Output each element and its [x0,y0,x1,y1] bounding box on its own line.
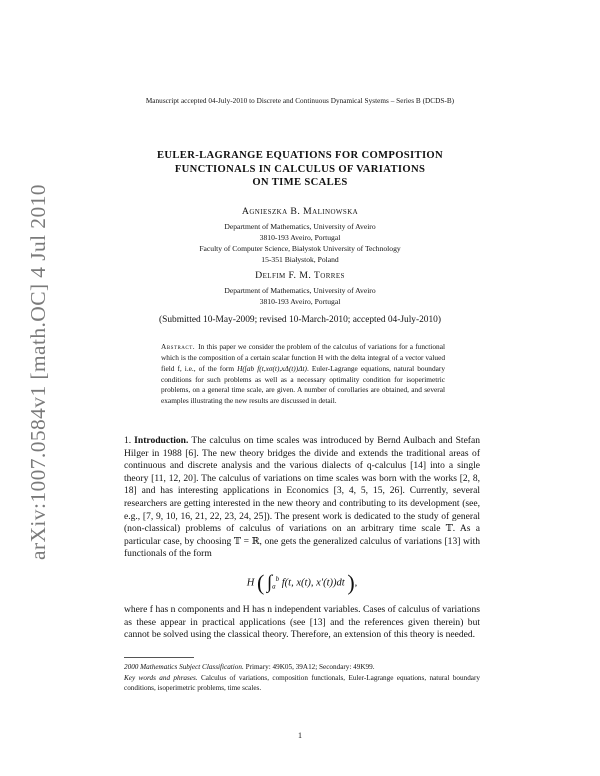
introduction-continuation [124,604,480,642]
author-2-name: Delfim F. M. Torres [255,270,345,281]
abstract-label: Abstract. [161,342,196,351]
author-1-affiliation-4: 15-351 Białystok, Poland [261,255,339,264]
formula-close-paren: ) [347,570,355,595]
submission-dates: (Submitted 10-May-2009; revised 10-March-2010; accepted 04-July-2010) [159,315,441,325]
author-2-affiliation-1: Department of Mathematics, University of Aveiro [224,286,376,295]
abstract-text-2: . Euler-Lagrange equations, natural boundary conditions for such problems as well as a necessary optimality condition for isoperimetric problems, on a general time scale, are given. A number of corollaries are obtained, and several examples illustrating the new results are discussed in detail. [161,363,445,406]
title-line-3: ON TIME SCALES [252,177,348,188]
formula-lower-limit: a [272,582,276,591]
title-line-1: EULER-LAGRANGE EQUATIONS FOR COMPOSITION [156,150,444,161]
display-formula [124,570,480,596]
formula-open-paren: ( [256,570,265,595]
abstract-text-1: In this paper we consider the problem of the calculus of variations for a functional which is the composition of a certain scalar function H with the delta integral of a vector valued field f, i.e., of the form [161,342,445,373]
footnote-keywords [124,673,480,693]
section-number: 1. [124,435,132,446]
author-1-name: Agnieszka B. Malinowska [241,206,359,217]
abstract [161,342,445,407]
footnote-msc-label: 2000 Mathematics Subject Classification. [124,663,244,671]
formula-upper-limit: b [275,574,280,583]
footnote-keywords-text: Calculus of variations, composition functionals, Euler-Lagrange equations, natural boundary conditions, isoperimetric problems, time scales. [124,674,480,692]
formula-integrand: f(t, x(t), x′(t))dt [281,577,345,589]
footnote-msc [124,662,480,672]
footnote-msc-text: Primary: 49K05, 39A12; Secondary: 49K99. [245,663,375,671]
arxiv-stamp: arXiv:1007.0584v1 [math.OC] 4 Jul 2010 [26,184,50,560]
author-1-affiliation-2: 3810-193 Aveiro, Portugal [259,233,341,242]
formula-outer: H [246,577,255,589]
introduction-text-1: The calculus on time scales was introduced by Bernd Aulbach and Stefan Hilger in 1988 [6]. The new theory bridges the divide and extends the traditional areas of continuous and discrete analysis and the various dialects of q-calculus [14] into a single theory [11, 12, 20]. The calculus of variations on time scales was born with the works [2, 8, 18] and has interesting applications in Economics [3, 4, 5, 15, 26]. Currently, several researchers are getting interested in the new theory and contributing to its development (see, e.g., [7, 9, 10, 16, 21, 22, 23, 24, 25]). The present work is dedicated to the study of general (non-classical) problems of calculus of variations on an arbitrary time scale 𝕋. As a particular case, by choosing 𝕋 = ℝ, one gets the generalized calculus of variations [13] with functionals of the form [124,435,480,560]
formula-trailing: , [354,577,358,589]
footnote-rule [124,657,194,658]
author-2-affiliation-2: 3810-193 Aveiro, Portugal [259,297,341,306]
page-number: 1 [298,731,302,740]
abstract-formula: H(∫ab f(t,xσ(t),xΔ(t))Δt) [237,363,307,373]
introduction-paragraph-2: where f has n components and H has n independent variables. Cases of calculus of variations as these appear in practical applications (see [13] and the references given therein) but cannot be solved using the classical theory. Therefore, an extension of this theory is needed. [124,604,480,641]
footnote-keywords-label: Key words and phrases. [124,674,198,682]
section-title: Introduction. [134,435,189,446]
integral-sign: ∫ [266,572,273,593]
manuscript-header: Manuscript accepted 04-July-2010 to Discrete and Continuous Dynamical Systems – Series B (DCDS-B) [145,97,455,105]
author-1-affiliation-3: Faculty of Computer Science, Białystok University of Technology [199,244,401,253]
title-line-2: FUNCTIONALS IN CALCULUS OF VARIATIONS [174,163,426,175]
introduction-section [124,435,480,561]
author-1-affiliation-1: Department of Mathematics, University of Aveiro [224,222,376,231]
introduction-paragraph-1 [124,435,480,561]
